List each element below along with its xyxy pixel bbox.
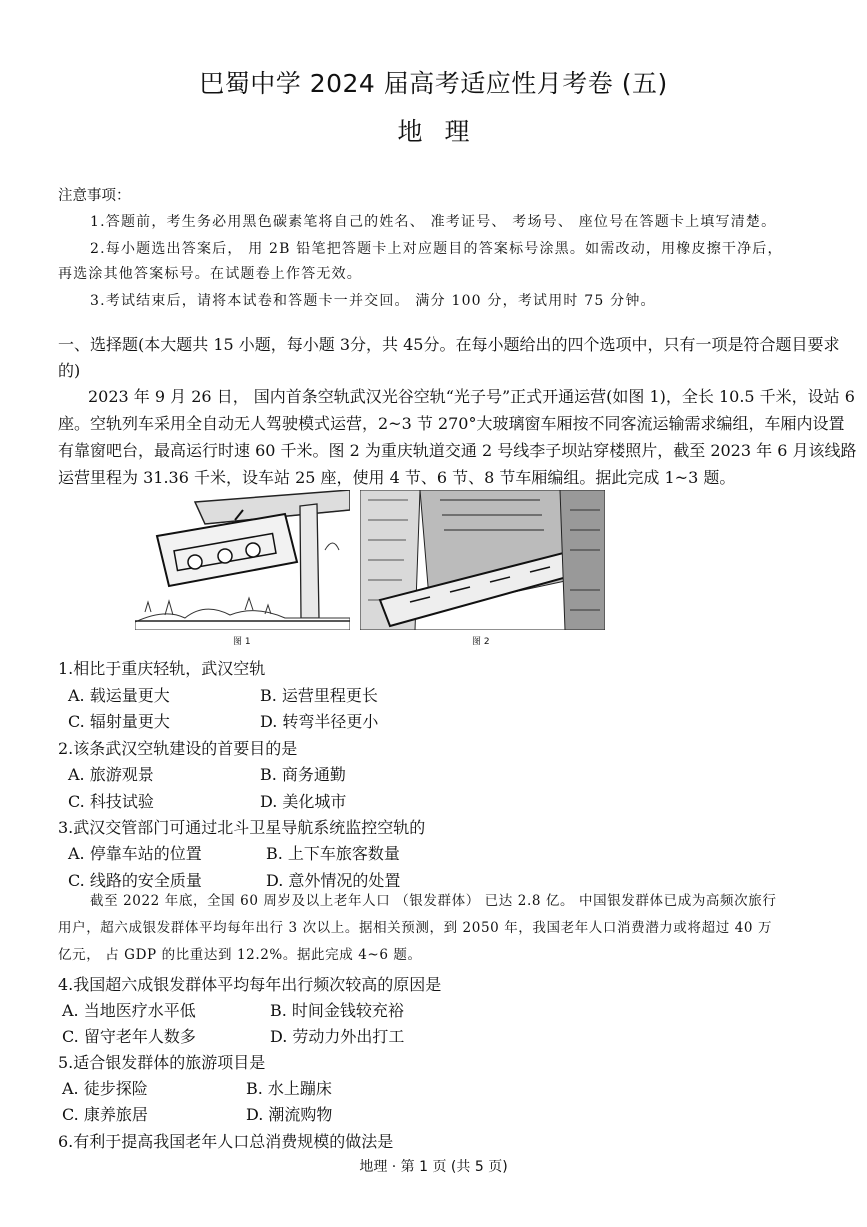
passage-line: 截至 2022 年底，全国 60 周岁及以上老年人口 （银发群体） 已达 2.8 亿。 中国银发群体已成为高频次旅行 <box>90 893 777 909</box>
question-stem: 6.有利于提高我国老年人口总消费规模的做法是 <box>58 1132 394 1151</box>
passage-line: 亿元， 占 GDP 的比重达到 12.2%。据此完成 4~6 题。 <box>58 947 422 963</box>
option: C. 线路的安全质量 <box>68 871 202 890</box>
figure-1-monorail-image <box>135 490 350 630</box>
option: A. 徒步探险 <box>62 1079 148 1098</box>
option: D. 转弯半径更小 <box>260 712 379 731</box>
option: D. 劳动力外出打工 <box>270 1027 405 1046</box>
option: A. 停靠车站的位置 <box>68 844 202 863</box>
option: B. 水上蹦床 <box>246 1079 332 1098</box>
question-stem: 5.适合银发群体的旅游项目是 <box>58 1053 266 1072</box>
option: B. 运营里程更长 <box>260 686 378 705</box>
option: B. 商务通勤 <box>260 765 346 784</box>
passage-line: 2023 年 9 月 26 日， 国内首条空轨武汉光谷空轨“光子号”正式开通运营(如图 1)，全长 10.5 千米，设站 6 <box>88 387 855 406</box>
subject-title: 地理 <box>397 117 492 146</box>
option: B. 上下车旅客数量 <box>266 844 400 863</box>
exam-title: 巴蜀中学 2024 届高考适应性月考卷 (五) <box>199 69 668 98</box>
note-item: 3.考试结束后，请将本试卷和答题卡一并交回。 满分 100 分，考试用时 75 分钟。 <box>90 293 656 309</box>
figure-2-building-train-image <box>360 490 605 630</box>
option: A. 载运量更大 <box>68 686 170 705</box>
figure-1-caption: 图 1 <box>233 637 251 647</box>
option: C. 科技试验 <box>68 792 154 811</box>
passage-line: 用户，超六成银发群体平均每年出行 3 次以上。据相关预测，到 2050 年，我国老年人口消费潜力或将超过 40 万 <box>58 920 773 936</box>
option: D. 意外情况的处置 <box>266 871 401 890</box>
option: A. 旅游观景 <box>68 765 154 784</box>
passage-line: 有靠窗吧台，最高运行时速 60 千米。图 2 为重庆轨道交通 2 号线李子坝站穿楼照片，截至 2023 年 6 月该线路 <box>58 441 857 460</box>
note-item: 1.答题前，考生务必用黑色碳素笔将自己的姓名、 准考证号、 考场号、 座位号在答题卡上填写清楚。 <box>90 214 777 230</box>
passage-line: 座。空轨列车采用全自动无人驾驶模式运营，2~3 节 270°大玻璃窗车厢按不同客流运输需求编组，车厢内设置 <box>58 414 845 433</box>
section-heading-line: 的) <box>58 361 81 380</box>
option: B. 时间金钱较充裕 <box>270 1001 404 1020</box>
section-heading <box>58 332 840 384</box>
section-heading-line: 一、选择题(本大题共 15 小题，每小题 3分，共 45分。在每小题给出的四个选项中，只有一项是符合题目要求 <box>58 335 840 354</box>
option: C. 康养旅居 <box>62 1105 148 1124</box>
question-stem: 1.相比于重庆轻轨，武汉空轨 <box>58 659 266 678</box>
option: A. 当地医疗水平低 <box>62 1001 196 1020</box>
note-item: 再选涂其他答案标号。在试题卷上作答无效。 <box>58 266 362 282</box>
option: D. 美化城市 <box>260 792 347 811</box>
option: C. 留守老年人数多 <box>62 1027 196 1046</box>
notes-heading: 注意事项： <box>58 188 131 204</box>
figure-2-caption: 图 2 <box>472 637 490 647</box>
question-stem: 3.武汉交管部门可通过北斗卫星导航系统监控空轨的 <box>58 818 426 837</box>
passage-2 <box>58 888 820 969</box>
question-stem: 4.我国超六成银发群体平均每年出行频次较高的原因是 <box>58 975 442 994</box>
passage-line: 运营里程为 31.36 千米，设车站 25 座，使用 4 节、6 节、8 节车厢编组。据此完成 1~3 题。 <box>58 468 736 487</box>
option: C. 辐射量更大 <box>68 712 170 731</box>
question-stem: 2.该条武汉空轨建设的首要目的是 <box>58 739 298 758</box>
option: D. 潮流购物 <box>246 1105 333 1124</box>
passage-1 <box>58 383 857 491</box>
note-item: 2.每小题选出答案后， 用 2B 铅笔把答题卡上对应题目的答案标号涂黑。如需改动，用橡皮擦干净后， <box>90 241 783 257</box>
page-footer: 地理 · 第 1 页 (共 5 页) <box>359 1159 508 1175</box>
